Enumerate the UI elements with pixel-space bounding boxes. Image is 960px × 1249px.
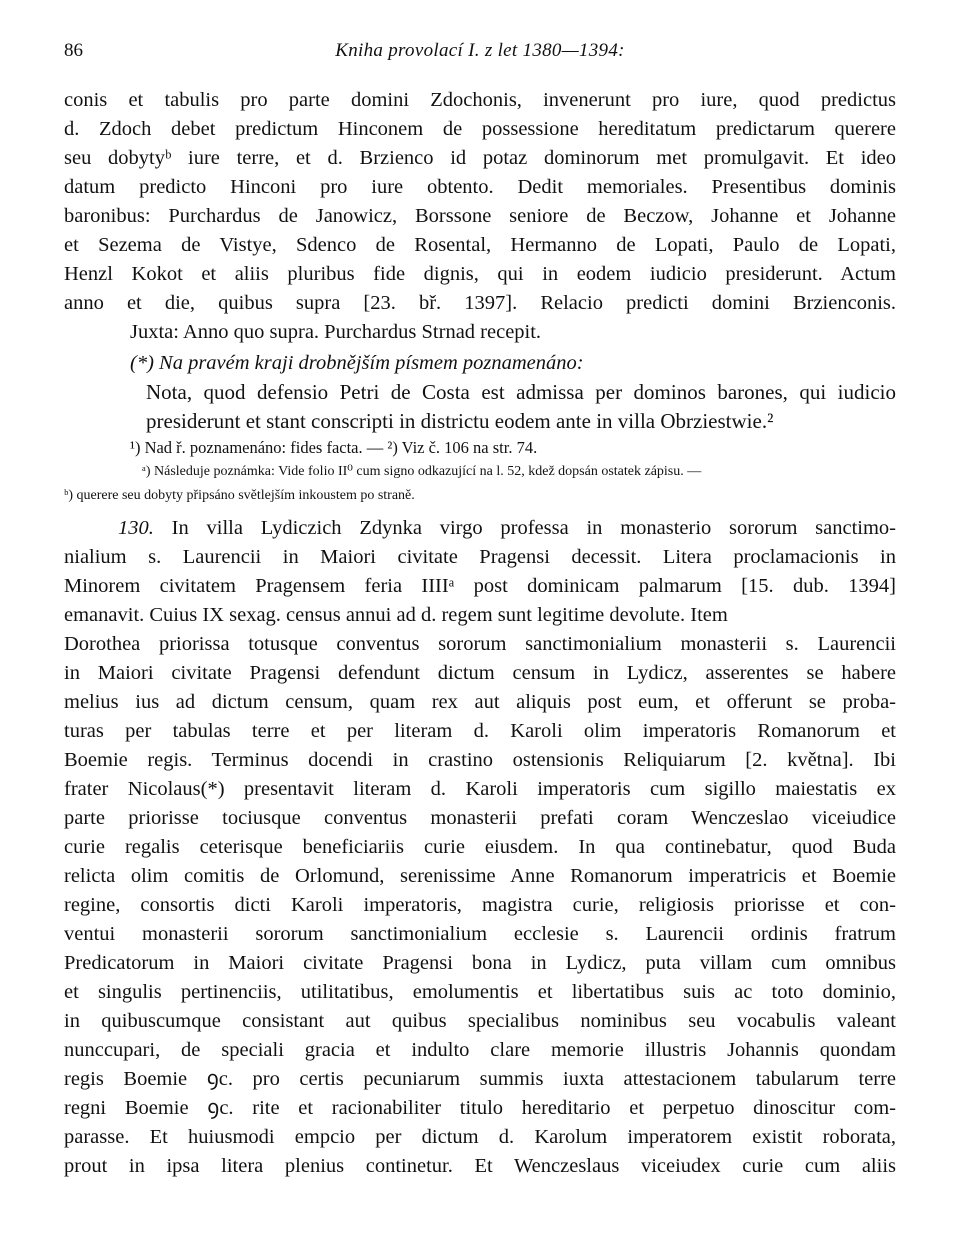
marginal-note-line: Nota, quod defensio Petri de Costa est admissa per dominos barones, qui iudicio bbox=[146, 380, 896, 404]
marginal-note-line: presiderunt et stant conscripti in districtu eodem ante in villa Obrziestwie.² bbox=[146, 409, 774, 433]
text-line: nunccupari, de speciali gracia et indulto clare memorie illustris Johannis quondam bbox=[64, 1039, 896, 1061]
text-line: Predicatorum in Maiori civitate Pragensi bona in Lydicz, puta villam cum omnibus bbox=[64, 952, 896, 974]
text-line: relicta olim comitis de Orlomund, serenissime Anne Romanorum imperatricis et Boemie bbox=[64, 865, 896, 887]
text-line: in quibuscumque consistant aut quibus specialibus nominibus seu vocabulis valeant bbox=[64, 1010, 896, 1032]
text-line: ventui monasterii sororum sanctimonialium ecclesie s. Laurencii ordinis fratrum bbox=[64, 923, 896, 945]
text-line: nialium s. Laurencii in Maiori civitate Pragensi decessit. Litera proclamacionis in bbox=[64, 546, 896, 568]
text-line: seu dobytyᵇ iure terre, et d. Brzienco id potaz dominorum met promulgavit. Et ideo bbox=[64, 147, 896, 169]
marginal-note-heading: (*) Na pravém kraji drobnějším písmem poznamenáno: bbox=[130, 352, 584, 374]
text-line: in Maiori civitate Pragensi defendunt dictum censum in Lydicz, asserentes se habere bbox=[64, 662, 896, 684]
text-line: et singulis pertinenciis, utilitatibus, emolumentis et libertatibus suis ac toto dominio, bbox=[64, 981, 896, 1003]
entry-129-continuation bbox=[64, 86, 896, 347]
entry-first-line bbox=[64, 514, 896, 543]
page-header bbox=[64, 40, 896, 64]
entry-first-line-text: In villa Lydiczich Zdynka virgo professa in monasterio sororum sanctimo- bbox=[171, 517, 896, 539]
text-line: emanavit. Cuius IX sexag. census annui ad d. regem sunt legitime devolute. Item bbox=[64, 604, 728, 626]
entry-number: 130. bbox=[118, 517, 154, 539]
text-line: prout in ipsa litera plenius continetur. Et Wenczeslaus viceiudex curie cum aliis bbox=[64, 1155, 896, 1177]
text-line: d. Zdoch debet predictum Hinconem de possessione hereditatum predictarum querere bbox=[64, 118, 896, 140]
running-title: Kniha provolací I. z let 1380—1394: bbox=[335, 40, 625, 61]
marginal-note-body bbox=[146, 378, 896, 436]
text-line: regine, consortis dicti Karoli imperatoris, magistra curie, religiosis priorisse et con- bbox=[64, 894, 896, 916]
footnote-numbered: ¹) Nad ř. poznamenáno: fides facta. — ²) Viz č. 106 na str. 74. bbox=[130, 438, 538, 457]
juxta-line: Juxta: Anno quo supra. Purchardus Strnad recepit. bbox=[130, 321, 542, 343]
text-line: Minorem civitatem Pragensem feria IIIIᵃ post dominicam palmarum [15. dub. 1394] bbox=[64, 575, 896, 597]
footnote-b: ᵇ) querere seu dobyty připsáno světlejším inkoustem po straně. bbox=[64, 488, 415, 503]
page-number: 86 bbox=[64, 40, 83, 61]
footnote-a: ᵃ) Následuje poznámka: Vide folio II⁰ cum signo odkazující na l. 52, kdež dopsán ostatek zápisu. — bbox=[142, 464, 702, 479]
text-line: Henzl Kokot et aliis pluribus fide dignis, qui in eodem iudicio presiderunt. Actum bbox=[64, 263, 896, 285]
text-line: Dorothea priorissa totusque conventus sororum sanctimonialium monasterii s. Laurencii bbox=[64, 633, 896, 655]
text-line: melius ius ad dictum censum, quam rex aut aliquis post eum, et offerunt se proba- bbox=[64, 691, 896, 713]
text-line: parte priorisse tociusque conventus monasterii prefati coram Wenczeslao viceiudice bbox=[64, 807, 896, 829]
text-line: baronibus: Purchardus de Janowicz, Borssone seniore de Beczow, Johanne et Johanne bbox=[64, 205, 896, 227]
text-line: anno et die, quibus supra [23. bř. 1397]. Relacio predicti domini Brzienconis. bbox=[64, 292, 896, 314]
text-line: conis et tabulis pro parte domini Zdochonis, invenerunt pro iure, quod predictus bbox=[64, 89, 896, 111]
entry-130 bbox=[64, 514, 896, 1181]
text-line: Boemie regis. Terminus docendi in crastino ostensionis Reliquiarum [2. května]. Ibi bbox=[64, 749, 896, 771]
text-line: frater Nicolaus(*) presentavit literam d. Karoli imperatoris cum sigillo maiestatis ex bbox=[64, 778, 896, 800]
text-line: regni Boemie ꝯc. rite et racionabiliter titulo hereditario et perpetuo dinoscitur com- bbox=[64, 1097, 896, 1119]
text-line: parasse. Et huiusmodi empcio per dictum d. Karolum imperatorem existit roborata, bbox=[64, 1126, 896, 1148]
text-line: curie regalis ceterisque beneficiariis curie eiusdem. In qua continebatur, quod Buda bbox=[64, 836, 896, 858]
text-line: datum predicto Hinconi pro iure obtento. Dedit memoriales. Presentibus dominis bbox=[64, 176, 896, 198]
text-line: turas per tabulas terre et per literam d. Karoli olim imperatoris Romanorum et bbox=[64, 720, 896, 742]
text-line: et Sezema de Vistye, Sdenco de Rosental, Hermanno de Lopati, Paulo de Lopati, bbox=[64, 234, 896, 256]
text-line: regis Boemie ꝯc. pro certis pecuniarum summis iuxta attestacionem tabularum terre bbox=[64, 1068, 896, 1090]
footnotes bbox=[64, 436, 896, 508]
marginal-note bbox=[64, 349, 896, 436]
body-text bbox=[64, 86, 896, 1181]
